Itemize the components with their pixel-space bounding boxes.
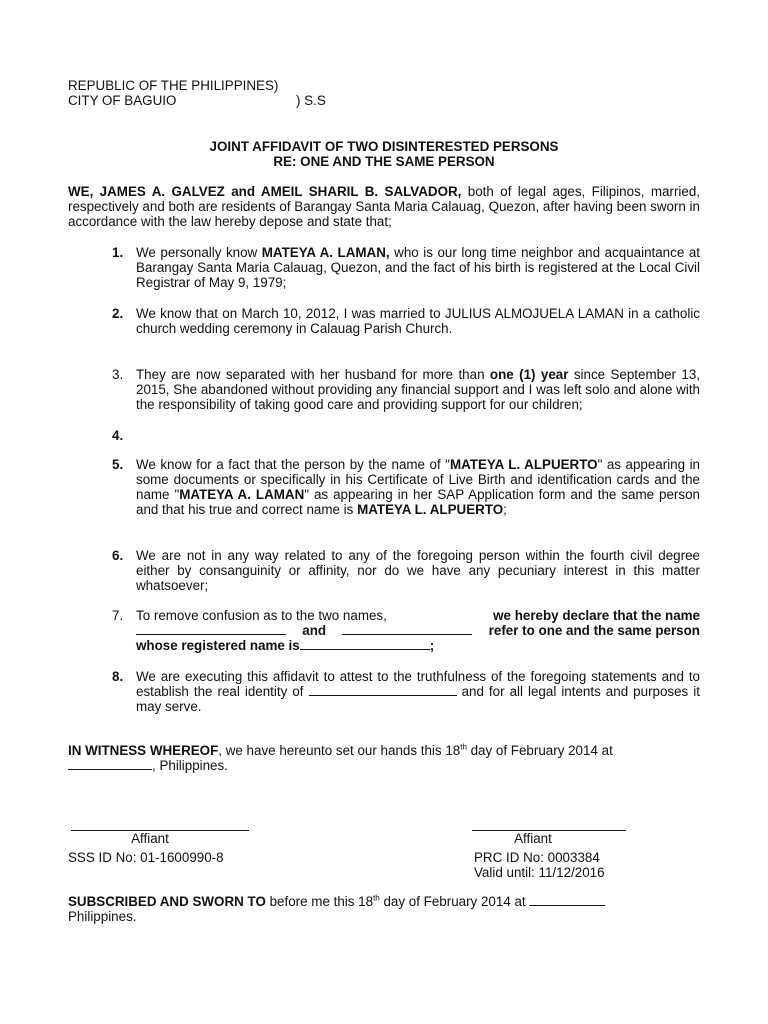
item-text bbox=[136, 306, 700, 336]
jurat-heading: SUBSCRIBED AND SWORN TO bbox=[68, 894, 266, 909]
person-name: MATEYA A. LAMAN bbox=[179, 487, 305, 502]
witness-text: , Philippines. bbox=[152, 758, 228, 773]
item-text-part: who is our long time neighbor and acquaintance at Barangay Santa Maria Calauag, Quezon, and the fact of his birth is registered at the Local Civil Registrar of May 9, 1979; bbox=[136, 245, 700, 290]
item-number: 7. bbox=[112, 608, 124, 623]
venue-block bbox=[68, 78, 326, 108]
item-text bbox=[136, 457, 700, 517]
sss-id: SSS ID No: 01-1600990-8 bbox=[68, 850, 224, 865]
item-number: 3. bbox=[112, 367, 124, 382]
affiant-label: Affiant bbox=[131, 831, 169, 846]
jurat-text: day of February 2014 at bbox=[379, 894, 526, 909]
prc-id bbox=[474, 850, 605, 880]
intro-text: both of legal ages, Filipinos, married, respectively and both are residents of Barangay Santa Maria Calauag, Quezon, after having been sworn in accordance with the law hereby depose and state that; bbox=[68, 184, 700, 229]
affiants-names: WE, JAMES A. GALVEZ and AMEIL SHARIL B. SALVADOR, bbox=[68, 184, 462, 199]
item-text-part: We are executing this affidavit to attest to the truthfulness of the foregoing statements and to establish the real identity of bbox=[136, 669, 700, 699]
item-text-part: We know for a fact that the person by the name of " bbox=[136, 457, 450, 472]
venue-city: CITY OF BAGUIO bbox=[68, 93, 177, 108]
item-number: 2. bbox=[112, 306, 124, 321]
item-text-part: We personally know bbox=[136, 245, 262, 260]
witness-heading: IN WITNESS WHEREOF bbox=[68, 743, 219, 758]
venue-republic: REPUBLIC OF THE PHILIPPINES) bbox=[68, 78, 279, 93]
witness-clause bbox=[68, 743, 700, 773]
declaration-text: refer to one and the same person bbox=[488, 623, 700, 638]
name-blank-2[interactable] bbox=[342, 623, 472, 635]
title-line-2: RE: ONE AND THE SAME PERSON bbox=[273, 154, 495, 169]
jurat-place-blank[interactable] bbox=[529, 894, 605, 906]
person-name: MATEYA L. ALPUERTO bbox=[449, 457, 598, 472]
item-text bbox=[136, 669, 700, 714]
title-line-1: JOINT AFFIDAVIT OF TWO DISINTERESTED PERSONS bbox=[209, 139, 559, 154]
item-text bbox=[136, 245, 700, 290]
item-text-part: ; bbox=[503, 502, 507, 517]
name-blank-1[interactable] bbox=[136, 623, 286, 635]
ordinal-suffix: th bbox=[373, 893, 380, 903]
declaration-text: whose registered name is bbox=[136, 638, 300, 653]
prc-validity: Valid until: 11/12/2016 bbox=[474, 865, 605, 880]
declaration-text: and bbox=[302, 623, 327, 638]
intro-paragraph bbox=[68, 184, 700, 229]
item-number: 8. bbox=[112, 669, 124, 684]
item-text bbox=[136, 367, 700, 412]
item-text-part: since September 13, 2015, She abandoned without providing any financial support and I was left solo and alone with the responsibility of taking good care and providing support for our children; bbox=[136, 367, 700, 412]
item-number: 5. bbox=[112, 457, 124, 472]
item-text-part: To remove confusion as to the two names, bbox=[136, 608, 387, 623]
item-text-part: " as appearing in some documents or specifically in his Certificate of Live Birth and identification cards and the name " bbox=[136, 457, 701, 502]
jurat-clause bbox=[68, 894, 700, 924]
document-title bbox=[0, 139, 768, 169]
jurat-text: before me this 18 bbox=[265, 894, 374, 909]
jurat-text: Philippines. bbox=[68, 909, 137, 924]
item-text-part: We are not in any way related to any of the foregoing person within the fourth civil degree either by consanguinity or affinity, nor do we have any pecuniary interest in this matter whatsoever; bbox=[136, 548, 700, 593]
item-text-part: and for all legal intents and purposes it may serve. bbox=[136, 684, 700, 714]
item-number: 1. bbox=[112, 245, 124, 260]
item-text-part: They are now separated with her husband for more than bbox=[136, 367, 490, 382]
duration-text: one (1) year bbox=[489, 367, 569, 382]
witness-text: , we have hereunto set our hands this 18 bbox=[218, 743, 461, 758]
item-text-part: We know that on March 10, 2012, I was married to JULIUS ALMOJUELA LAMAN in a catholic church wedding ceremony in Calauag Parish Church. bbox=[136, 306, 700, 336]
item-number: 6. bbox=[112, 548, 124, 563]
registered-name-blank[interactable] bbox=[300, 638, 430, 650]
affiant-signature-block-1 bbox=[68, 830, 250, 846]
place-blank[interactable] bbox=[68, 758, 152, 770]
declaration-text: we hereby declare that the name bbox=[493, 608, 700, 623]
person-name: MATEYA A. LAMAN, bbox=[261, 245, 390, 260]
witness-text: day of February 2014 at bbox=[466, 743, 613, 758]
item-text-part: " as appearing in her SAP Application form and the same person and that his true and correct name is bbox=[136, 487, 700, 517]
prc-id-number: PRC ID No: 0003384 bbox=[474, 850, 600, 865]
item-text bbox=[136, 608, 700, 653]
item-number: 4. bbox=[112, 428, 124, 443]
affiant-signature-block-2 bbox=[472, 830, 626, 846]
ordinal-suffix: th bbox=[460, 742, 467, 752]
declaration-text: ; bbox=[429, 638, 435, 653]
venue-ss: ) S.S bbox=[296, 93, 326, 108]
affiant-label: Affiant bbox=[514, 831, 552, 846]
identity-blank[interactable] bbox=[309, 684, 457, 696]
person-name: MATEYA L. ALPUERTO bbox=[357, 502, 504, 517]
item-text bbox=[136, 548, 700, 593]
